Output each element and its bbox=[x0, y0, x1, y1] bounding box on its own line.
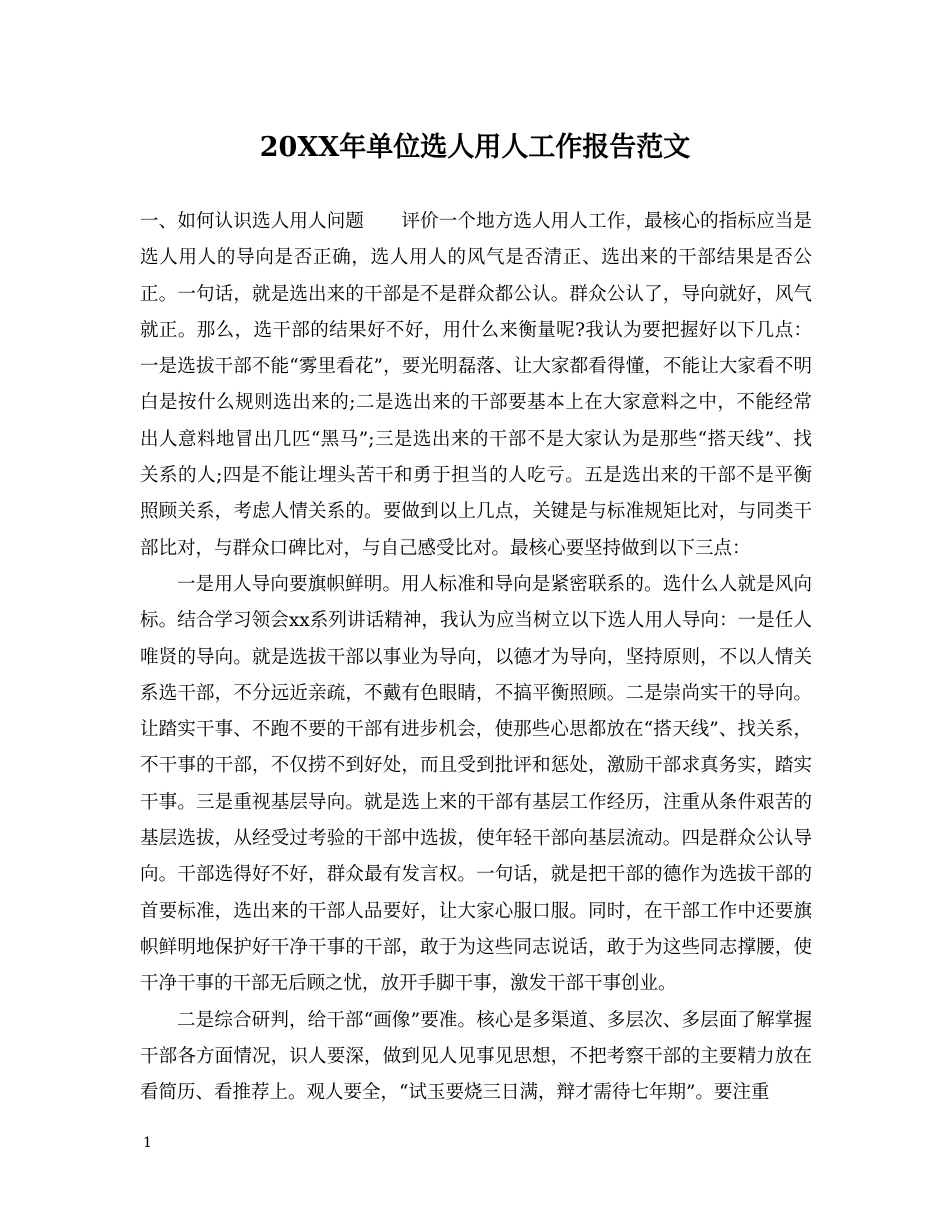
page-number: 1 bbox=[143, 1135, 152, 1151]
paragraph-2: 一是用人导向要旗帜鲜明。用人标准和导向是紧密联系的。选什么人就是风向标。结合学习领会xx系列讲话精神，我认为应当树立以下选人用人导向：一是任人唯贤的导向。就是选拔干部以事业为导向，以德才为导向，坚持原则，不以人情关系选干部，不分远近亲疏，不戴有色眼睛，不搞平衡照顾。二是崇尚实干的导向。让踏实干事、不跑不要的干部有进步机会，使那些心思都放在“搭天线”、找关系，不干事的干部，不仅捞不到好处，而且受到批评和惩处，激励干部求真务实，踏实干事。三是重视基层导向。就是选上来的干部有基层工作经历，注重从条件艰苦的基层选拔，从经受过考验的干部中选拔，使年轻干部向基层流动。四是群众公认导向。干部选得好不好，群众最有发言权。一句话，就是把干部的德作为选拔干部的首要标准，选出来的干部人品要好，让大家心服口服。同时，在干部工作中还要旗帜鲜明地保护好干净干事的干部，敢于为这些同志说话，敢于为这些同志撑腰，使干净干事的干部无后顾之忧，放开手脚干事，激发干部干事创业。 bbox=[140, 573, 812, 995]
document-body bbox=[140, 204, 812, 1111]
paragraph-3: 二是综合研判，给干部“画像”要准。核心是多渠道、多层次、多层面了解掌握干部各方面情况，识人要深，做到见人见事见思想，不把考察干部的主要精力放在看简历、看推荐上。观人要全，“试玉要烧三日满，辩才需待七年期”。要注重 bbox=[140, 1009, 812, 1104]
paragraph-1: 一、如何认识选人用人问题 评价一个地方选人用人工作，最核心的指标应当是选人用人的导向是否正确，选人用人的风气是否清正、选出来的干部结果是否公正。一句话，就是选出来的干部是不是群众都公认。群众公认了，导向就好，风气就正。那么，选干部的结果好不好，用什么来衡量呢?我认为要把握好以下几点：一是选拔干部不能“雾里看花”，要光明磊落、让大家都看得懂，不能让大家看不明白是按什么规则选出来的;二是选出来的干部要基本上在大家意料之中，不能经常出人意料地冒出几匹“黑马”;三是选出来的干部不是大家认为是那些“搭天线”、找关系的人;四是不能让埋头苦干和勇于担当的人吃亏。五是选出来的干部不是平衡照顾关系，考虑人情关系的。要做到以上几点，关键是与标准规矩比对，与同类干部比对，与群众口碑比对，与自己感受比对。最核心要坚持做到以下三点： bbox=[140, 211, 812, 559]
document-title: 20XX年单位选人用人工作报告范文 bbox=[259, 132, 691, 163]
